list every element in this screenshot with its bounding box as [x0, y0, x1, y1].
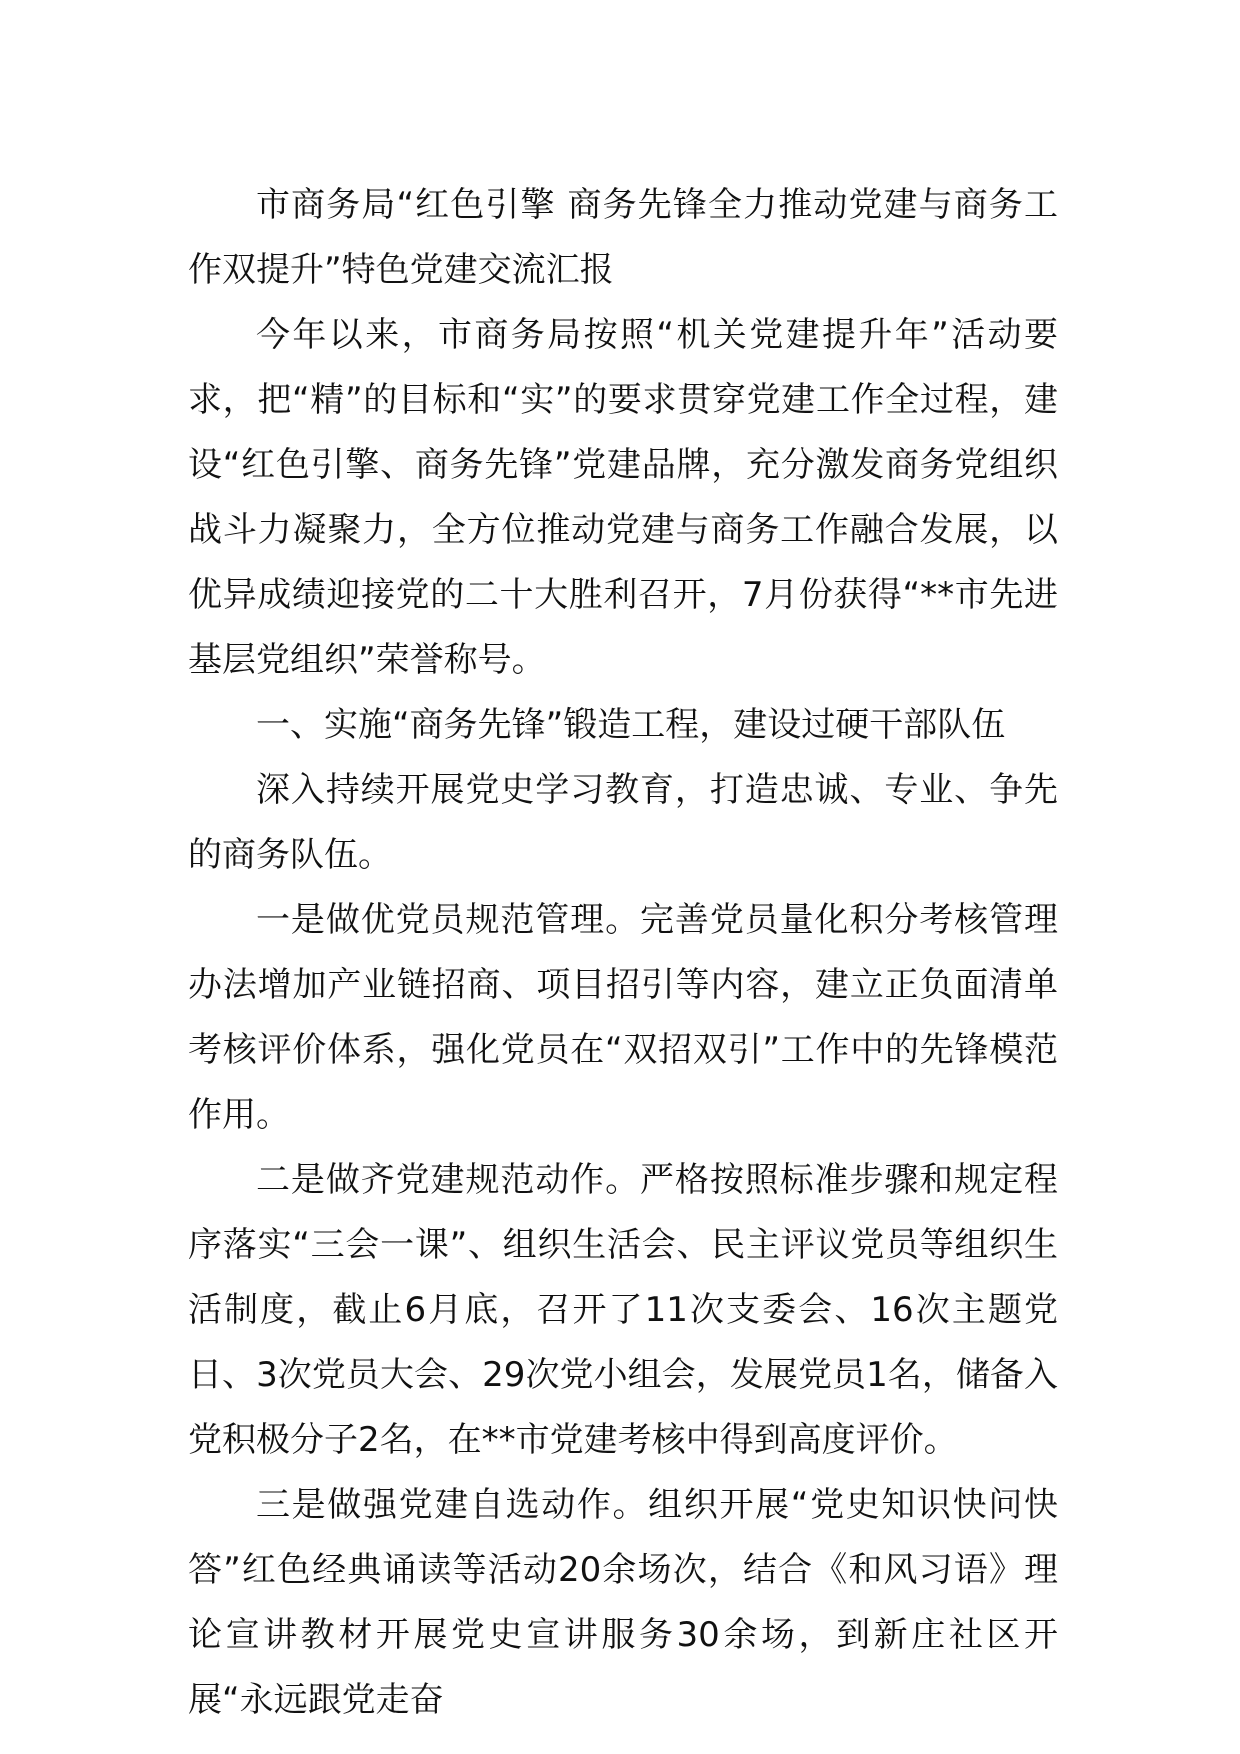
paragraph-intro: 今年以来，市商务局按照“机关党建提升年”活动要求，把“精”的目标和“实”的要求贯穿党建工作全过程，建设“红色引擎、商务先锋”党建品牌，充分激发商务党组织战斗力凝聚力，全方位推动党建与商务工作融合发展，以优异成绩迎接党的二十大胜利召开，7月份获得“**市先进基层党组织”荣誉称号。 [188, 315, 1058, 680]
section-heading-1: 一、实施“商务先锋”锻造工程，建设过硬干部队伍 [256, 705, 1006, 745]
paragraph-item-1: 一是做优党员规范管理。完善党员量化积分考核管理办法增加产业链招商、项目招引等内容，建立正负面清单考核评价体系，强化党员在“双招双引”工作中的先锋模范作用。 [188, 900, 1058, 1135]
paragraph-item-3: 三是做强党建自选动作。组织开展“党史知识快问快答”红色经典诵读等活动20余场次，结合《和风习语》理论宣讲教材开展党史宣讲服务30余场，到新庄社区开展“永远跟党走奋 [188, 1485, 1058, 1720]
paragraph-section-1-intro: 深入持续开展党史学习教育，打造忠诚、专业、争先的商务队伍。 [188, 770, 1058, 875]
paragraph-item-2: 二是做齐党建规范动作。严格按照标准步骤和规定程序落实“三会一课”、组织生活会、民主评议党员等组织生活制度，截止6月底，召开了11次支委会、16次主题党日、3次党员大会、29次党小组会，发展党员1名，储备入党积极分子2名，在**市党建考核中得到高度评价。 [188, 1160, 1058, 1460]
document-body [188, 173, 1058, 1733]
document-title: 市商务局“红色引擎 商务先锋全力推动党建与商务工作双提升”特色党建交流汇报 [188, 185, 1058, 290]
